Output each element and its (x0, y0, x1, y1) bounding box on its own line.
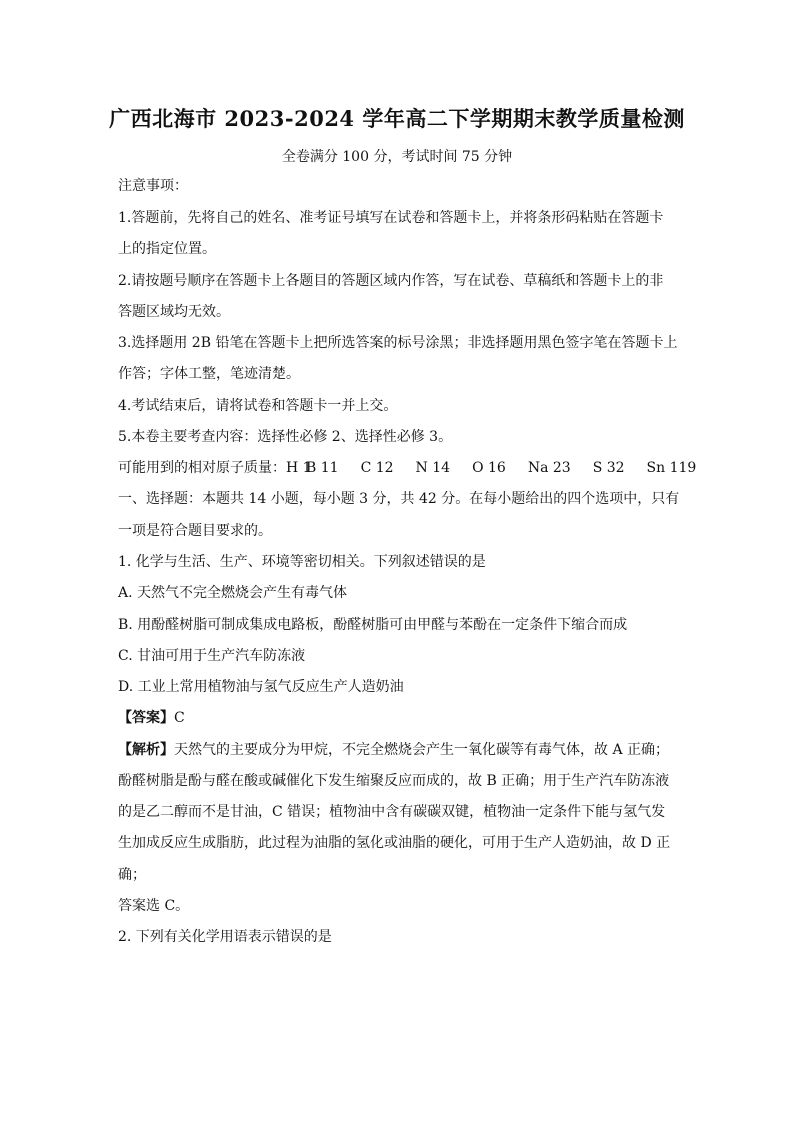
analysis-line: 确； (118, 867, 146, 883)
note-line: 4.考试结束后，请将试卷和答题卡一并上交。 (118, 398, 398, 414)
question-1-analysis (118, 740, 678, 760)
answer-label: 【答案】 (118, 710, 174, 726)
question-1-option-c: C. 甘油可用于生产汽车防冻液 (118, 648, 306, 664)
atom-o: O 16 (472, 460, 506, 476)
atomic-masses-label: 可能用到的相对原子质量： (118, 460, 286, 476)
exam-subtitle: 全卷满分 100 分，考试时间 75 分钟 (281, 149, 513, 165)
atom-n: N 14 (415, 460, 451, 476)
section-heading-cont: 一项是符合题目要求的。 (118, 523, 272, 539)
question-2-stem: 2. 下列有关化学用语表示错误的是 (118, 929, 332, 945)
note-line: 1.答题前，先将自己的姓名、准考证号填写在试卷和答题卡上，并将条形码粘贴在答题卡 (118, 210, 664, 226)
note-line: 答题区域均无效。 (118, 304, 230, 320)
note-line: 上的指定位置。 (118, 241, 216, 257)
atom-sn: Sn 119 (646, 460, 697, 476)
atom-b: B 11 (306, 460, 339, 476)
note-line: 作答；字体工整，笔迹清楚。 (118, 366, 300, 382)
atomic-masses: 可能用到的相对原子质量：H 1B 11 C 12 N 14 O 16 Na 23 S 32 Sn 119 (118, 460, 697, 476)
analysis-line: 酚醛树脂是酚与醛在酸或碱催化下发生缩聚反应而成的，故 B 正确；用于生产汽车防冻液 (118, 773, 670, 789)
atom-s: S 32 (592, 460, 625, 476)
note-line: 2.请按题号顺序在答题卡上各题目的答题区域内作答，写在试卷、草稿纸和答题卡上的非 (118, 273, 664, 289)
note-line: 5.本卷主要考查内容：选择性必修 2、选择性必修 3。 (118, 429, 453, 445)
note-line: 3.选择题用 2B 铅笔在答题卡上把所选答案的标号涂黑；非选择题用黑色签字笔在答题卡上 (118, 335, 678, 351)
question-1-option-b: B. 用酚醛树脂可制成集成电路板，酚醛树脂可由甲醛与苯酚在一定条件下缩合而成 (118, 617, 628, 633)
section-heading: 一、选择题：本题共 14 小题，每小题 3 分，共 42 分。在每小题给出的四个选项中，只有 (118, 491, 680, 507)
question-1-answer (118, 708, 678, 728)
notes-heading: 注意事项： (118, 178, 188, 194)
question-1-conclusion: 答案选 C。 (118, 898, 190, 914)
answer-value: C (174, 710, 185, 726)
question-1-option-a: A. 天然气不完全燃烧会产生有毒气体 (118, 585, 348, 601)
analysis-label: 【解析】 (118, 742, 174, 758)
question-1-option-d: D. 工业上常用植物油与氢气反应生产人造奶油 (118, 679, 404, 695)
atom-na: Na 23 (527, 460, 571, 476)
analysis-line: 生加成反应生成脂肪，此过程为油脂的氢化或油脂的硬化，可用于生产人造奶油，故 D 正 (118, 835, 671, 851)
atom-c: C 12 (360, 460, 394, 476)
analysis-line: 天然气的主要成分为甲烷，不完全燃烧会产生一氧化碳等有毒气体，故 A 正确； (174, 742, 670, 758)
question-1-stem: 1. 化学与生活、生产、环境等密切相关。下列叙述错误的是 (118, 554, 486, 570)
analysis-line: 的是乙二醇而不是甘油，C 错误；植物油中含有碳碳双键，植物油一定条件下能与氢气发 (118, 804, 666, 820)
exam-title: 广西北海市 2023-2024 学年高二下学期期末教学质量检测 (109, 106, 685, 131)
